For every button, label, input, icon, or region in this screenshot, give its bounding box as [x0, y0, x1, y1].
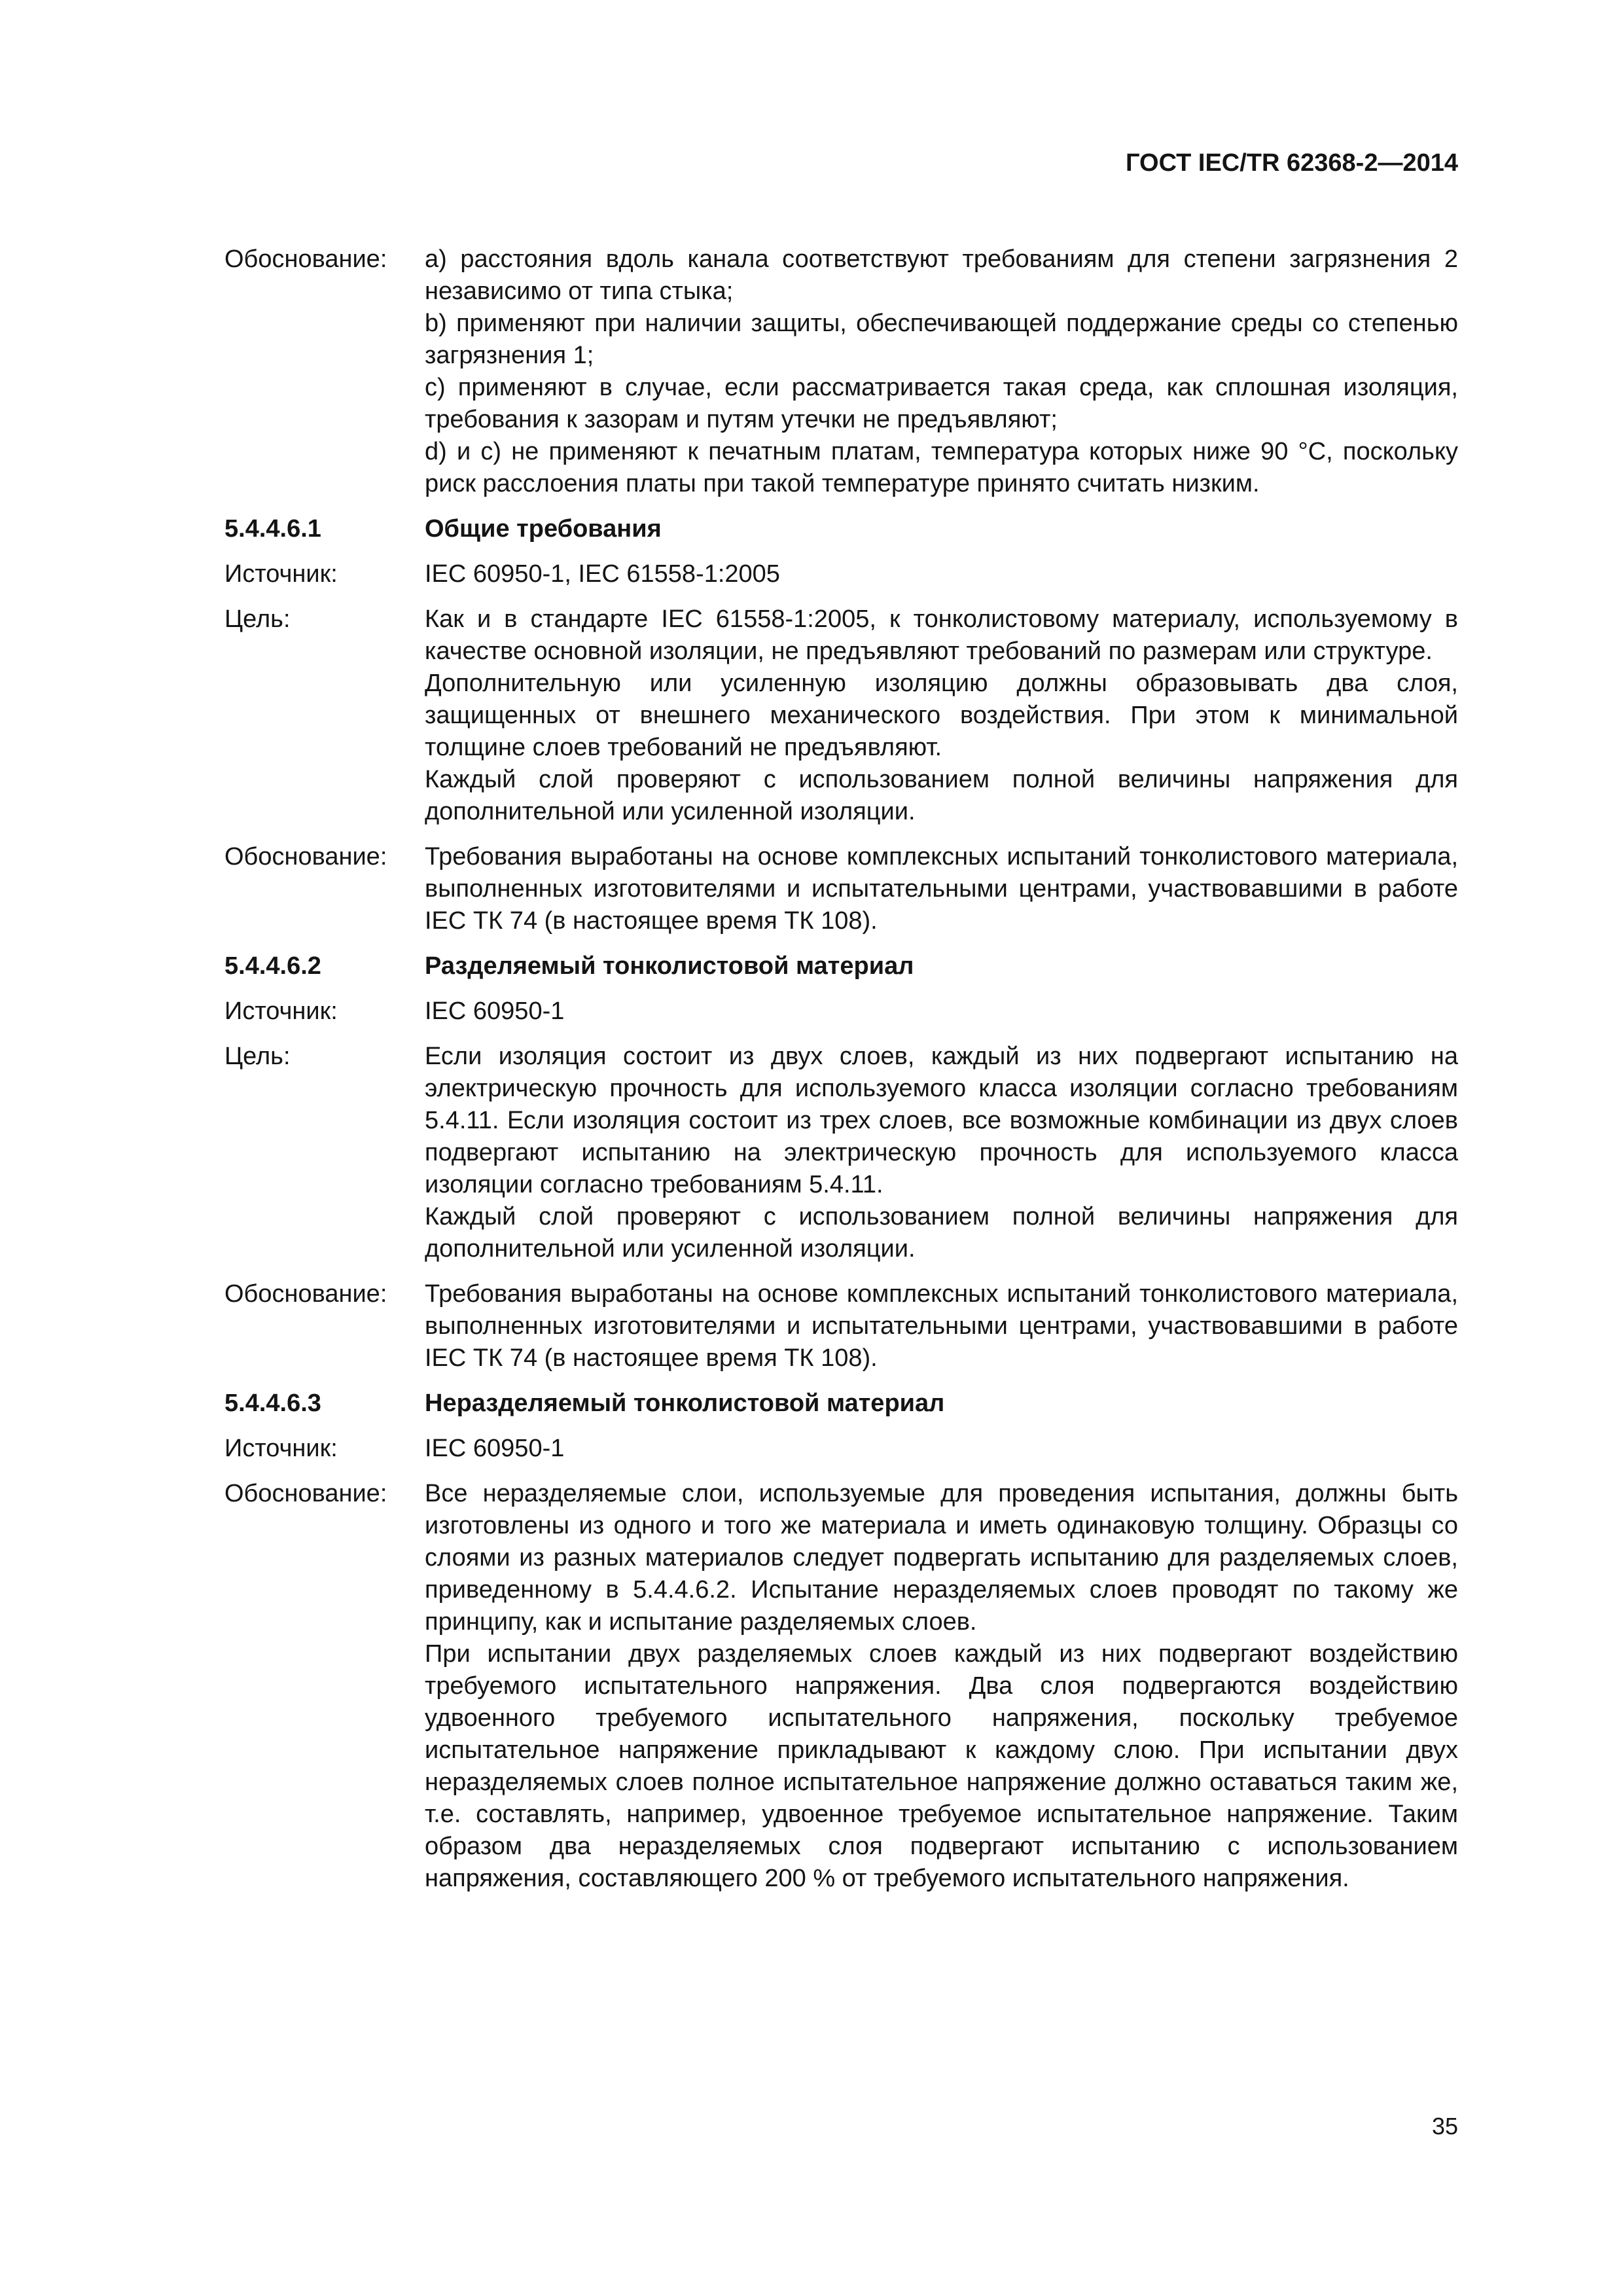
justification-block [224, 243, 1458, 500]
paragraph: Дополнительную или усиленную изоляцию должны образовывать два слоя, защищенных от внешнего механического воздействия. При этом к минимальной толщине слоев требований не предъявляют. [425, 670, 1458, 761]
section-title: Общие требования [425, 515, 662, 543]
block-text [425, 1041, 1458, 1265]
paragraph: b) применяют при наличии защиты, обеспечивающей поддержание среды со степенью загрязнения 1; [425, 310, 1458, 369]
block-label: Цель: [224, 1043, 291, 1070]
block-text [425, 1478, 1458, 1895]
justification-block [224, 1478, 1458, 1895]
block-text [425, 558, 1458, 590]
section-number: 5.4.4.6.2 [224, 952, 321, 980]
source-block [224, 1433, 1458, 1465]
paragraph: Если изоляция состоит из двух слоев, каждый из них подвергают испытанию на электрическую прочность для используемого класса изоляции согласно требованиям 5.4.11. Если изоляция состоит из трех слоев, все возможные комбинации из двух слоев подвергают испытанию на электрическую прочность для используемого класса изоляции согласно требованиям 5.4.11. [425, 1043, 1458, 1198]
paragraph: а) расстояния вдоль канала соответствуют требованиям для степени загрязнения 2 независимо от типа стыка; [425, 245, 1458, 305]
block-text [425, 841, 1458, 937]
section-number: 5.4.4.6.3 [224, 1390, 321, 1417]
block-label: Обоснование: [224, 245, 387, 273]
block-text [425, 1433, 1458, 1465]
purpose-block [224, 1041, 1458, 1265]
justification-block [224, 841, 1458, 937]
block-text [425, 1278, 1458, 1374]
section-title: Неразделяемый тонколистовой материал [425, 1390, 945, 1417]
paragraph: При испытании двух разделяемых слоев каждый из них подвергают воздействию требуемого испытательного напряжения. Два слоя подвергаются воздействию удвоенного требуемого испытательного напряжения, поскольку требуемое испытательное напряжение прикладывают к каждому слою. При испытании двух неразделяемых слоев полное испытательное напряжение должно оставаться таким же, т.е. составлять, например, удвоенное требуемое испытательное напряжение. Таким образом два неразделяемых слоя подвергают испытанию с использованием напряжения, составляющего 200 % от требуемого испытательного напряжения. [425, 1640, 1458, 1892]
block-text [425, 603, 1458, 828]
paragraph: IEC 60950-1, IEC 61558-1:2005 [425, 560, 780, 588]
block-label: Источник: [224, 997, 338, 1025]
section-heading [224, 950, 1458, 982]
paragraph: IEC 60950-1 [425, 997, 565, 1025]
block-text [425, 243, 1458, 500]
paragraph: Требования выработаны на основе комплексных испытаний тонколистового материала, выполненных изготовителями и испытательными центрами, участвовавшими в работе IEC ТК 74 (в настоящее время ТК 108). [425, 843, 1458, 935]
paragraph: Каждый слой проверяют с использованием полной величины напряжения для дополнительной или усиленной изоляции. [425, 1203, 1458, 1263]
source-block [224, 996, 1458, 1028]
document-body [224, 243, 1458, 1908]
paragraph: с) применяют в случае, если рассматривается такая среда, как сплошная изоляция, требования к зазорам и путям утечки не предъявляют; [425, 374, 1458, 433]
block-label: Источник: [224, 560, 338, 588]
paragraph: Требования выработаны на основе комплексных испытаний тонколистового материала, выполненных изготовителями и испытательными центрами, участвовавшими в работе IEC ТК 74 (в настоящее время ТК 108). [425, 1280, 1458, 1372]
block-text [425, 996, 1458, 1028]
paragraph: Каждый слой проверяют с использованием полной величины напряжения для дополнительной или усиленной изоляции. [425, 766, 1458, 825]
section-title: Разделяемый тонколистовой материал [425, 952, 914, 980]
paragraph: d) и с) не применяют к печатным платам, температура которых ниже 90 °С, поскольку риск расслоения платы при такой температуре принято считать низким. [425, 438, 1458, 497]
block-label: Обоснование: [224, 1280, 387, 1308]
block-label: Обоснование: [224, 843, 387, 870]
section-number: 5.4.4.6.1 [224, 515, 321, 543]
paragraph: IEC 60950-1 [425, 1435, 565, 1462]
block-label: Источник: [224, 1435, 338, 1462]
page-number: 35 [1431, 2113, 1458, 2140]
source-block [224, 558, 1458, 590]
section-heading [224, 1388, 1458, 1420]
purpose-block [224, 603, 1458, 828]
block-label: Обоснование: [224, 1480, 387, 1507]
section-heading [224, 513, 1458, 545]
paragraph: Как и в стандарте IEC 61558-1:2005, к тонколистовому материалу, используемому в качестве основной изоляции, не предъявляют требований по размерам или структуре. [425, 605, 1458, 665]
justification-block [224, 1278, 1458, 1374]
paragraph: Все неразделяемые слои, используемые для проведения испытания, должны быть изготовлены из одного и того же материала и иметь одинаковую толщину. Образцы со слоями из разных материалов следует подвергать испытанию для разделяемых слоев, приведенному в 5.4.4.6.2. Испытание неразделяемых слоев проводят по такому же принципу, как и испытание разделяемых слоев. [425, 1480, 1458, 1636]
block-label: Цель: [224, 605, 291, 633]
document-header-title: ГОСТ IEC/TR 62368-2—2014 [1126, 149, 1458, 177]
